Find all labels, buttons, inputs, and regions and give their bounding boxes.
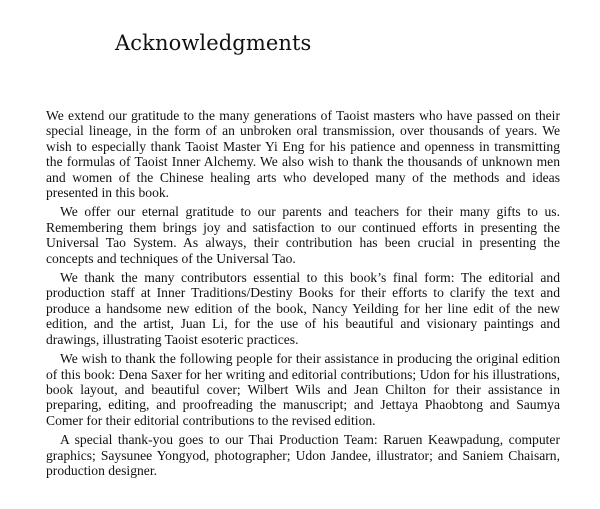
acknowledgments-body	[46, 108, 560, 482]
paragraph-lineage: We extend our gratitude to the many generations of Taoist masters who have passed on their special lineage, in the form of an unbroken oral transmission, over thousands of years. We wish to especially thank Taoist Master Yi Eng for his patience and openness in transmitting the formulas of Taoist Inner Alchemy. We also wish to thank the thousands of unknown men and women of the Chinese healing arts who developed many of the methods and ideas presented in this book.	[46, 108, 560, 201]
page-title: Acknowledgments	[115, 31, 312, 55]
paragraph-parents-teachers: We offer our eternal gratitude to our parents and teachers for their many gifts to us. Remembering them brings joy and satisfaction to our continued efforts in presenting the Universal Tao System. As always, their contribution has been crucial in presenting the concepts and techniques of the Universal Tao.	[46, 204, 560, 266]
paragraph-thai-team: A special thank-you goes to our Thai Production Team: Raruen Keawpadung, computer graphics; Saysunee Yongyod, photographer; Udon Jandee, illustrator; and Saniem Chaisarn, production designer.	[46, 432, 560, 478]
paragraph-original-edition: We wish to thank the following people for their assistance in producing the original edition of this book: Dena Saxer for her writing and editorial contributions; Udon for his illustrations, book layout, and beautiful cover; Wilbert Wils and Jean Chilton for their assistance in preparing, editing, and proofreading the manuscript; and Jettaya Phaobtong and Saumya Comer for their editorial contributions to the revised edition.	[46, 351, 560, 428]
paragraph-contributors: We thank the many contributors essential to this book’s final form: The editorial and production staff at Inner Traditions/Destiny Books for their efforts to clarify the text and produce a handsome new edition of the book, Nancy Yeilding for her line edit of the new edition, and the artist, Juan Li, for the use of his beautiful and visionary paintings and drawings, illustrating Taoist esoteric practices.	[46, 270, 560, 347]
